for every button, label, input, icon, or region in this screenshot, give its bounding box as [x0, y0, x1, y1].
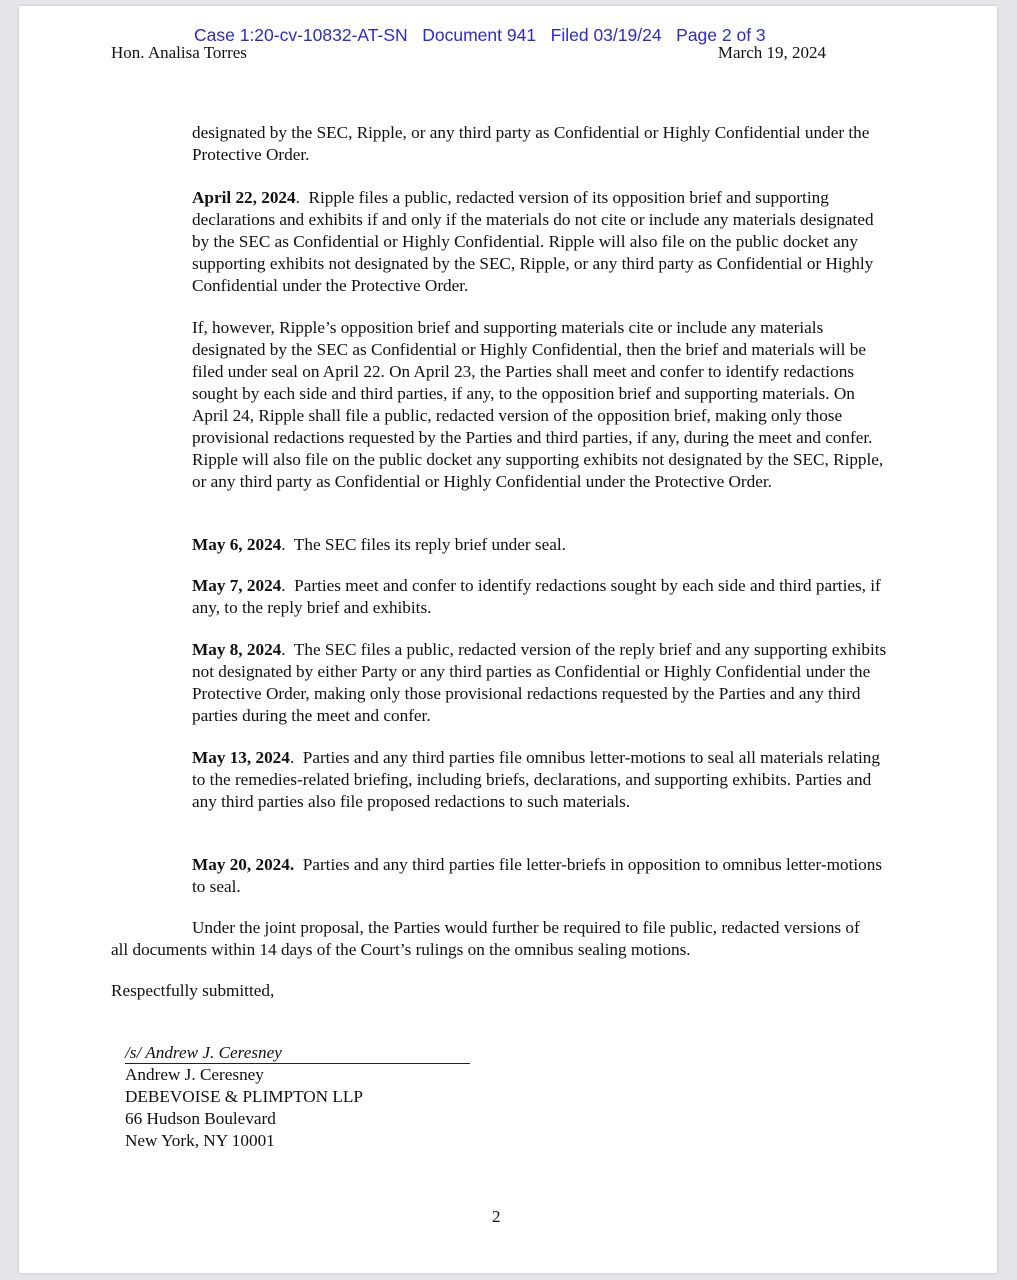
schedule-item-contingency — [192, 317, 892, 493]
schedule-text: The SEC files a public, redacted version of the reply brief and any supporting exhibits not designated by either Party or any third parties as Confidential or Highly Confidential under the Protective Order, making only those provisional redactions requested by the Parties and any third parties during the meet and confer. — [192, 640, 887, 725]
schedule-text: Parties and any third parties file omnibus letter-motions to seal all materials relating to the remedies-related briefing, including briefs, declarations, and supporting exhibits. Parties and any third parties also file proposed redactions to such materials. — [192, 748, 880, 811]
address-line-2: New York, NY 10001 — [125, 1131, 275, 1150]
signature-block — [125, 1042, 470, 1152]
schedule-item-may-6: May 6, 2024. The SEC files its reply brief under seal. — [192, 535, 566, 554]
schedule-date: May 8, 2024 — [192, 640, 282, 659]
schedule-text: The SEC files its reply brief under seal. — [293, 535, 566, 554]
header-addressee: Hon. Analisa Torres — [111, 43, 247, 62]
ecf-filing-stamp: Case 1:20-cv-10832-AT-SN Document 941 Filed 03/19/24 Page 2 of 3 — [194, 25, 766, 45]
document-page — [19, 6, 997, 1273]
schedule-date: May 7, 2024 — [192, 576, 282, 595]
schedule-item-april-22: April 22, 2024. Ripple files a public, redacted version of its opposition brief and supporting declarations and exhibits if and only if the materials do not cite or include any materials designated by the SEC as Confidential or Highly Confidential. Ripple will also file on the public docket any supporting exhibits not designated by the SEC, Ripple, or any third party as Confidential or Highly Confidential under the Protective Order. — [192, 188, 874, 295]
schedule-text: Ripple files a public, redacted version of its opposition brief and supporting declarations and exhibits if and only if the materials do not cite or include any materials designated by the SEC as Confidential or Highly Confidential. Ripple will also file on the public docket any supporting exhibits not designated by the SEC, Ripple, or any third party as Confidential or Highly Confidential under the Protective Order. — [192, 188, 874, 295]
schedule-item-may-13: May 13, 2024. Parties and any third parties file omnibus letter-motions to seal all materials relating to the remedies-related briefing, including briefs, declarations, and supporting exhibits. Parties and any third parties also file proposed redactions to such materials. — [192, 748, 880, 811]
signer-name: Andrew J. Ceresney — [125, 1065, 264, 1084]
schedule-text: Parties meet and confer to identify redactions sought by each side and third parties, if any, to the reply brief and exhibits. — [192, 576, 881, 617]
schedule-text: Parties and any third parties file letter-briefs in opposition to omnibus letter-motions to seal. — [192, 855, 883, 896]
schedule-date: May 6, 2024 — [192, 535, 282, 554]
schedule-item-may-20 — [192, 854, 892, 898]
schedule-date: May 13, 2024 — [192, 748, 290, 767]
schedule-date: May 20, 2024. — [192, 855, 295, 874]
header-date: March 19, 2024 — [717, 43, 826, 62]
continuation-paragraph: designated by the SEC, Ripple, or any third party as Confidential or Highly Confidential under the Protective Order. — [192, 123, 870, 164]
firm-name: DEBEVOISE & PLIMPTON LLP — [125, 1087, 363, 1106]
schedule-item-may-8: May 8, 2024. The SEC files a public, redacted version of the reply brief and any supporting exhibits not designated by either Party or any third parties as Confidential or Highly Confidential under the Protective Order, making only those provisional redactions requested by the Parties and any third parties during the meet and confer. — [192, 640, 887, 725]
page-number: 2 — [492, 1207, 501, 1226]
closing-paragraph: Under the joint proposal, the Parties would further be required to file public, redacted versions of all documents within 14 days of the Court’s rulings on the omnibus sealing motions. — [111, 918, 860, 959]
electronic-signature: /s/ Andrew J. Ceresney — [125, 1043, 470, 1064]
schedule-date: April 22, 2024 — [192, 188, 296, 207]
valediction: Respectfully submitted, — [111, 981, 275, 1000]
schedule-text: If, however, Ripple’s opposition brief and supporting materials cite or include any materials designated by the SEC as Confidential or Highly Confidential, then the brief and materials will be filed under seal on April 22. On April 23, the Parties shall meet and confer to identify redactions sought by each side and third parties, if any, to the opposition brief and supporting materials. On April 24, Ripple shall file a public, redacted version of the opposition brief, making only those provisional redactions requested by the Parties and third parties, if any, during the meet and confer. Ripple will also file on the public docket any supporting exhibits not designated by the SEC, Ripple, or any third party as Confidential or Highly Confidential under the Protective Order. — [192, 318, 884, 491]
address-line-1: 66 Hudson Boulevard — [125, 1109, 276, 1128]
schedule-item-may-7: May 7, 2024. Parties meet and confer to identify redactions sought by each side and third parties, if any, to the reply brief and exhibits. — [192, 576, 881, 617]
